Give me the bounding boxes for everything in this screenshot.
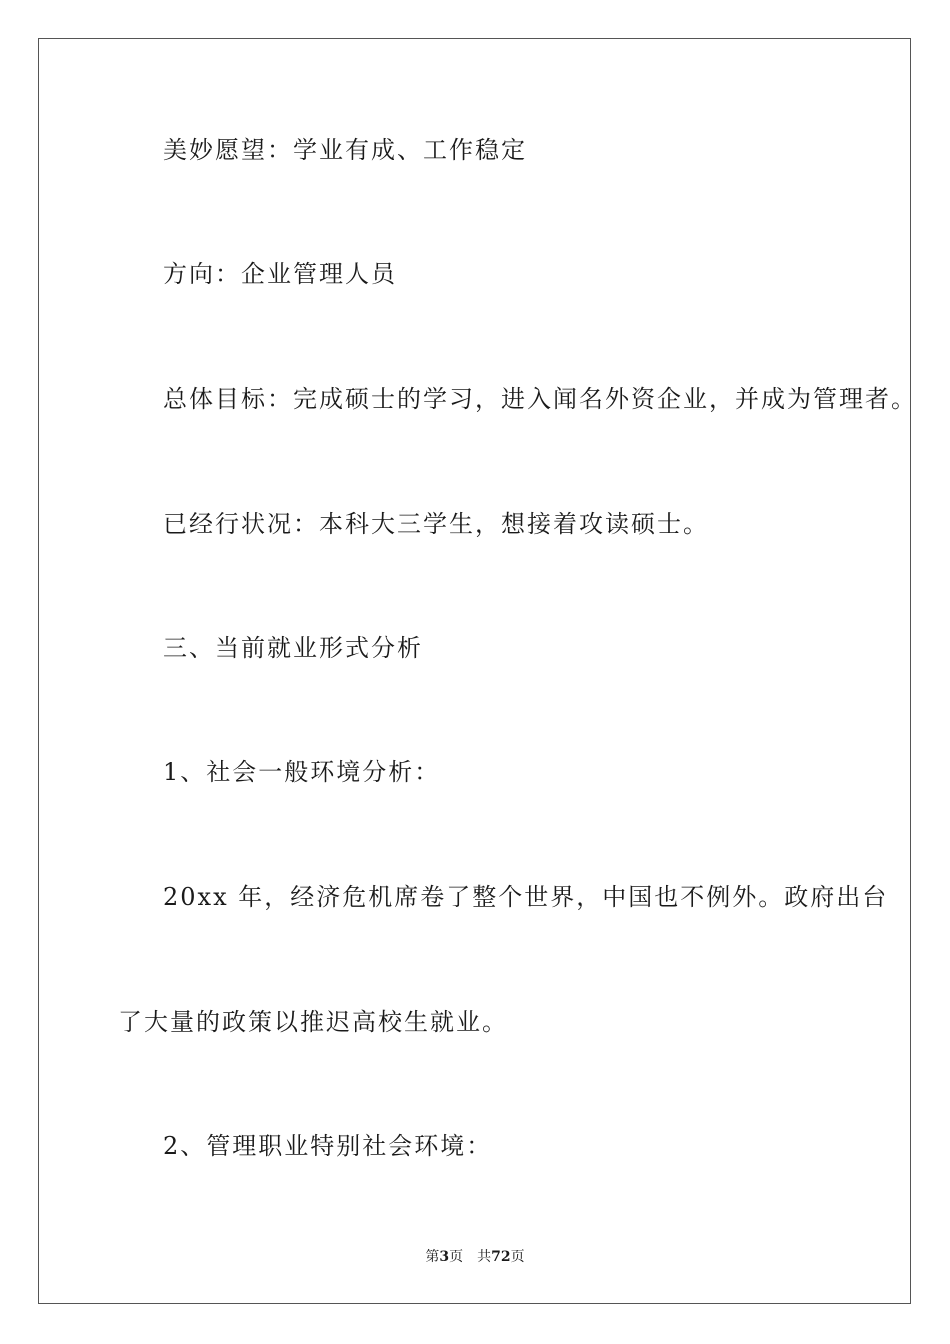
footer-total-pages: 72 <box>491 1249 511 1265</box>
page-footer <box>0 1248 950 1266</box>
page-border <box>38 38 911 1304</box>
paragraph-economic-crisis: 20xx 年，经济危机席卷了整个世界，中国也不例外。政府出台 <box>163 883 889 911</box>
footer-total-prefix: 共 <box>477 1249 492 1265</box>
section-heading-employment-analysis: 三、当前就业形式分析 <box>163 634 423 662</box>
paragraph-overall-goal: 总体目标：完成硕士的学习，进入闻名外资企业，并成为管理者。 <box>163 385 917 413</box>
subsection-heading-general-environment: 1、社会一般环境分析： <box>163 758 441 786</box>
paragraph-direction: 方向：企业管理人员 <box>163 260 397 288</box>
subsection-heading-management-environment: 2、管理职业特别社会环境： <box>163 1132 493 1160</box>
footer-page-prefix: 第 <box>425 1249 440 1265</box>
footer-page-suffix: 页 <box>449 1249 464 1265</box>
footer-page-number: 3 <box>439 1249 450 1265</box>
paragraph-economic-crisis-continued: 了大量的政策以推迟高校生就业。 <box>118 1008 508 1036</box>
footer-total-suffix: 页 <box>510 1249 525 1265</box>
paragraph-current-status: 已经行状况：本科大三学生，想接着攻读硕士。 <box>163 510 709 538</box>
paragraph-wish: 美妙愿望：学业有成、工作稳定 <box>163 136 527 164</box>
